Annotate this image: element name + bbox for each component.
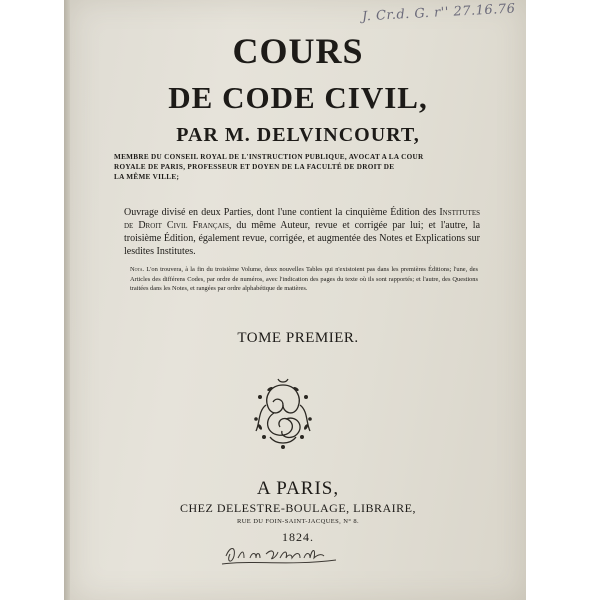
imprint-address: RUE DU FOIN-SAINT-JACQUES, N° 8. [236, 518, 360, 525]
author-description-line: MEMBRE DU CONSEIL ROYAL DE L'INSTRUCTION PUBLIQUE, AVOCAT A LA COUR [114, 153, 424, 161]
author-description-line: ROYALE DE PARIS, PROFESSEUR ET DOYEN DE LA FACULTÉ DE DROIT DE [114, 163, 395, 171]
work-description-text: Ouvrage divisé en deux Parties, dont l'une contient la cinquième Édition des [124, 207, 437, 218]
nota-paragraph [130, 265, 478, 294]
nota-text: L'on trouvera, à la fin du troisième Volume, deux nouvelles Tables qui n'existoient pas dans les premières Éditions; l'une, des Articles des différens Codes, par ordre de numéros, avec l'indication des pages du texte où ils sont rapportés; et l'autre, des Questions traitées dans les Notes, et rangées par ordre alphabétique de matières. [130, 266, 478, 293]
title-page [70, 0, 526, 600]
imprint-city: A PARIS, [256, 478, 340, 499]
imprint-publisher: CHEZ DELESTRE-BOULAGE, LIBRAIRE, [180, 501, 416, 515]
nota-label: Nota. [130, 266, 145, 273]
work-description-text: , du même Auteur, revue et corrigée par lui; et l'autre, la troisième Édition, également revue, corrigée, et augmentée des Notes et Explications sur lesdites Institutes. [124, 220, 481, 257]
title-code-civil: DE CODE CIVIL, [168, 80, 428, 115]
institutes-title: Institutes de Droit Civil Français [124, 207, 481, 231]
floral-monogram-icon [250, 375, 316, 451]
volume-label: TOME PREMIER. [237, 330, 359, 346]
author-description-line: LA MÊME VILLE; [114, 173, 180, 181]
handwritten-note: J. Cr.d. G. r'' 27.16.76 [361, 1, 516, 25]
title-cours: COURS [232, 31, 364, 71]
imprint-year: 1824. [282, 530, 314, 544]
author-line: PAR M. DELVINCOURT, [176, 124, 420, 146]
handwritten-signature-icon [220, 540, 340, 568]
author-description [114, 152, 484, 182]
work-description [124, 206, 480, 258]
